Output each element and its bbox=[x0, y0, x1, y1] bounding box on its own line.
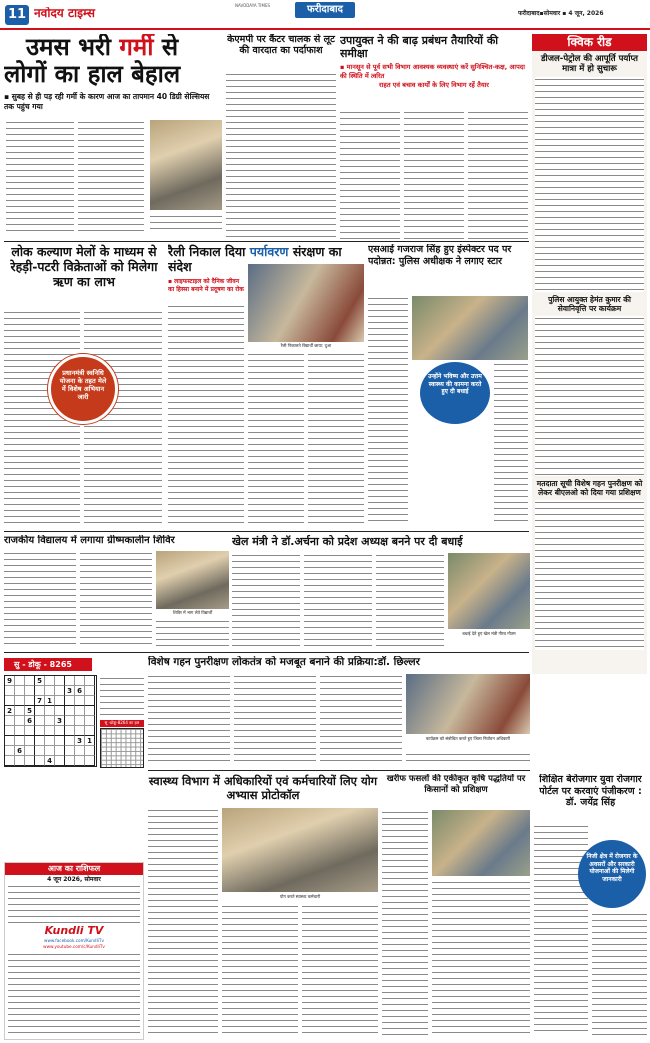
job-headline: शिक्षित बेरोजगार युवा रोजगार पोर्टल पर करवाएं पंजीकरण : डॉ. जयेंद्र सिंह bbox=[539, 774, 642, 808]
sudoku-cell bbox=[25, 696, 35, 706]
loot-story bbox=[226, 34, 336, 239]
sudoku-cell bbox=[45, 726, 55, 736]
sudoku-cell bbox=[55, 726, 65, 736]
facebook-link[interactable]: www.facebook.com/KundliTv bbox=[44, 938, 104, 943]
sudoku-cell: 2 bbox=[5, 706, 15, 716]
asi-callout: उन्होंने भविष्य और उत्तम स्वास्थ्य की कामना करते हुए दी बधाई bbox=[420, 362, 490, 424]
sudoku-cell: 9 bbox=[5, 676, 15, 686]
sudoku-cell bbox=[45, 686, 55, 696]
horoscope-body-1 bbox=[8, 884, 140, 924]
voter-story bbox=[148, 656, 530, 768]
sudoku-cell bbox=[25, 756, 35, 766]
rally-body-col2 bbox=[248, 352, 304, 526]
dateline: फरीदाबाद▪सोमवार ▪ 4 जून, 2026 bbox=[518, 10, 604, 17]
sudoku-cell bbox=[85, 746, 95, 756]
sudoku-cell bbox=[5, 756, 15, 766]
sudoku-panel bbox=[4, 658, 144, 858]
sudoku-grid bbox=[4, 675, 97, 767]
loot-body bbox=[226, 72, 336, 239]
voter-photo bbox=[406, 674, 530, 734]
flood-body-col1 bbox=[340, 110, 400, 239]
camp-headline: राजकीय विद्यालय में लगाया ग्रीष्मकालीन शिविर bbox=[4, 535, 175, 546]
quick-read-body-1 bbox=[535, 77, 644, 292]
horoscope-date: 4 जून 2026, सोमवार bbox=[47, 876, 101, 883]
sudoku-cell bbox=[35, 716, 45, 726]
lead-body-col3 bbox=[150, 214, 222, 234]
divider bbox=[148, 770, 530, 771]
sudoku-cell bbox=[35, 686, 45, 696]
flood-subhead-1: ▪ मानसून से पूर्व सभी विभाग आवश्यक व्यवस्थाएं करें सुनिश्चित-कक्ष, आपदा की स्थिति में त्वरित bbox=[340, 63, 525, 80]
edition-small: NAVODAYA TIMES bbox=[235, 3, 271, 8]
sudoku-cell: 6 bbox=[25, 716, 35, 726]
sudoku-cell bbox=[85, 676, 95, 686]
lead-headline-line2: लोगों का हाल बेहाल bbox=[4, 60, 181, 88]
sudoku-cell bbox=[45, 706, 55, 716]
sudoku-cell bbox=[55, 706, 65, 716]
kharif-story bbox=[382, 774, 530, 1040]
sudoku-cell bbox=[5, 736, 15, 746]
rally-body-col3 bbox=[308, 352, 364, 526]
sudoku-cell: 3 bbox=[55, 716, 65, 726]
sudoku-cell bbox=[75, 756, 85, 766]
lead-story bbox=[4, 34, 222, 234]
sudoku-cell bbox=[55, 756, 65, 766]
sudoku-cell bbox=[85, 686, 95, 696]
sudoku-cell bbox=[55, 686, 65, 696]
sudoku-cell bbox=[75, 706, 85, 716]
sudoku-cell bbox=[25, 686, 35, 696]
lead-headline: उमस भरी गर्मी से bbox=[26, 34, 179, 61]
flood-subhead-2: राहत एवं बचाव कार्यों के लिए विभाग रहें तैयार bbox=[379, 81, 489, 89]
rally-headline: रैली निकाल दिया पर्यावरण संरक्षण का संदेश bbox=[168, 244, 342, 274]
sudoku-cell bbox=[55, 746, 65, 756]
voter-training-headline: मतदाता सूची विशेष गहन पुनरीक्षण को लेकर बीएलओ को दिया गया प्रशिक्षण bbox=[536, 479, 643, 497]
sudoku-cell bbox=[5, 716, 15, 726]
sports-body-col1 bbox=[232, 553, 300, 649]
lead-subhead: ▪ सुबह से ही पड़ रही गर्मी के कारण आज का तापमान 40 डिग्री सेल्सियस तक पहुंच गया bbox=[4, 92, 210, 111]
flood-headline: उपायुक्त ने की बाढ़ प्रबंधन तैयारियों की समीक्षा bbox=[340, 34, 499, 60]
health-headline: स्वास्थ्य विभाग में अधिकारियों एवं कर्मचारियों लिए योग अभ्यास प्रोटोकॉल bbox=[148, 774, 378, 802]
sudoku-instructions bbox=[100, 676, 144, 716]
health-photo bbox=[222, 808, 378, 892]
sudoku-cell bbox=[5, 686, 15, 696]
sudoku-cell bbox=[15, 736, 25, 746]
kharif-photo bbox=[432, 810, 530, 876]
voter-headline: विशेष गहन पुनरीक्षण लोकतंत्र को मजबूत बनाने की प्रक्रिया:डॉ. छिल्लर bbox=[148, 656, 420, 668]
kharif-body-col1 bbox=[382, 810, 428, 1036]
sports-headline: खेल मंत्री ने डॉ.अर्चना को प्रदेश अध्यक्ष बनने पर दी बधाई bbox=[232, 535, 463, 548]
divider bbox=[4, 652, 529, 653]
job-story-block bbox=[534, 774, 647, 1040]
voter-body-col2 bbox=[234, 674, 316, 766]
fair-headline: लोक कल्याण मेलों के माध्यम से रेहड़ी-पटरी विक्रेताओं को मिलेगा ऋण का लाभ bbox=[10, 244, 158, 289]
sudoku-cell bbox=[65, 756, 75, 766]
fair-callout: प्रधानमंत्री स्वनिधि योजना के तहत मेले में विशेष अभियान जारी bbox=[48, 354, 118, 424]
sudoku-cell bbox=[35, 736, 45, 746]
horoscope-panel bbox=[4, 862, 144, 1040]
sudoku-cell bbox=[35, 706, 45, 716]
quick-read-headline: डीजल-पेट्रोल की आपूर्ति पर्याप्त मात्रा में हो सुचारू bbox=[540, 54, 638, 74]
sudoku-cell: 4 bbox=[45, 756, 55, 766]
sudoku-cell bbox=[45, 736, 55, 746]
sudoku-cell bbox=[15, 686, 25, 696]
sudoku-cell bbox=[65, 736, 75, 746]
sudoku-cell bbox=[45, 716, 55, 726]
police-headline: पुलिस आयुक्त हेमंत कुमार की सेवानिवृत्ति पर कार्यक्रम bbox=[548, 295, 631, 313]
sudoku-solution-label: सु -डोकू-8264 का हल bbox=[100, 720, 144, 727]
sudoku-cell bbox=[15, 676, 25, 686]
flood-story bbox=[340, 34, 528, 239]
sports-body-col3 bbox=[376, 553, 444, 649]
horoscope-title: आज का राशिफल bbox=[5, 863, 143, 875]
divider bbox=[4, 241, 529, 242]
lead-body-col2 bbox=[78, 120, 144, 234]
sudoku-cell bbox=[35, 746, 45, 756]
sudoku-label: सु - डोकू - 8265 bbox=[4, 658, 92, 671]
sudoku-cell bbox=[5, 746, 15, 756]
sudoku-cell bbox=[15, 706, 25, 716]
sudoku-cell bbox=[85, 706, 95, 716]
masthead bbox=[0, 0, 650, 30]
kundli-logo: Kundli TV bbox=[44, 924, 104, 937]
sudoku-cell: 5 bbox=[35, 676, 45, 686]
sudoku-cell: 6 bbox=[75, 686, 85, 696]
fair-story bbox=[4, 244, 164, 529]
sudoku-cell bbox=[15, 696, 25, 706]
sudoku-cell bbox=[85, 716, 95, 726]
sudoku-cell: 3 bbox=[75, 736, 85, 746]
asi-headline: एसआई गजराज सिंह हुए इंस्पेक्टर पद पर पदोन्नत: पुलिस अधीक्षक ने लगाए स्टार bbox=[368, 244, 512, 267]
sudoku-cell bbox=[65, 716, 75, 726]
sports-caption: बधाई देते हुए खेल मंत्री गौरव गौतम bbox=[462, 631, 516, 636]
sudoku-cell bbox=[85, 696, 95, 706]
flood-body-col2 bbox=[404, 110, 464, 239]
sudoku-cell: 1 bbox=[45, 696, 55, 706]
sudoku-cell bbox=[15, 716, 25, 726]
sports-story bbox=[232, 535, 530, 650]
asi-body-right bbox=[494, 362, 528, 526]
sudoku-cell bbox=[85, 756, 95, 766]
loot-headline: केएमपी पर कैंटर चालक से लूट की वारदात का पर्दाफाश bbox=[227, 34, 335, 56]
sudoku-cell: 5 bbox=[25, 706, 35, 716]
sudoku-cell bbox=[45, 676, 55, 686]
asi-story bbox=[368, 244, 528, 529]
sudoku-cell bbox=[25, 736, 35, 746]
sudoku-cell bbox=[85, 726, 95, 736]
camp-story bbox=[4, 535, 229, 650]
voter-caption: कार्यक्रम को संबोधित करते हुए जिला निर्वाचन अधिकारी bbox=[425, 736, 511, 741]
quick-read-body-2 bbox=[535, 316, 644, 476]
sudoku-cell bbox=[15, 726, 25, 736]
camp-caption: शिविर में भाग लेते विद्यार्थी bbox=[172, 610, 213, 615]
health-body-col2 bbox=[222, 904, 298, 1036]
section-tab: फरीदाबाद bbox=[295, 2, 355, 18]
sports-photo bbox=[448, 553, 530, 629]
flood-body-col3 bbox=[468, 110, 528, 239]
paper-name: नवोदय टाइम्स bbox=[34, 7, 96, 20]
sudoku-cell bbox=[75, 716, 85, 726]
quick-read-body-3 bbox=[535, 500, 644, 650]
sudoku-cell: 1 bbox=[85, 736, 95, 746]
rally-caption: रैली निकालते विद्यार्थी छाया: दुआ bbox=[280, 343, 332, 348]
sudoku-cell bbox=[65, 676, 75, 686]
voter-body-col3 bbox=[320, 674, 402, 766]
quick-read-label: क्विक रीड bbox=[532, 34, 647, 51]
rally-body-left bbox=[168, 304, 244, 526]
sports-body-col2 bbox=[304, 553, 372, 649]
sudoku-cell bbox=[55, 696, 65, 706]
sudoku-cell bbox=[25, 676, 35, 686]
sudoku-cell: 3 bbox=[65, 686, 75, 696]
sudoku-cell bbox=[45, 746, 55, 756]
lead-body-col1 bbox=[6, 120, 74, 234]
sudoku-cell bbox=[5, 726, 15, 736]
job-body-col2 bbox=[592, 912, 647, 1036]
sudoku-cell bbox=[5, 696, 15, 706]
sudoku-cell bbox=[25, 726, 35, 736]
voter-body-col4 bbox=[406, 752, 530, 766]
page-number-badge: 11 bbox=[5, 5, 29, 25]
camp-photo bbox=[156, 551, 229, 609]
job-callout: निजी क्षेत्र में रोजगार के अवसरों और सरकारी योजनाओं की मिलेगी जानकारी bbox=[578, 840, 646, 908]
kharif-body-col2 bbox=[432, 880, 530, 1036]
sudoku-cell bbox=[65, 706, 75, 716]
health-body-col1 bbox=[148, 808, 218, 1036]
sudoku-cell bbox=[15, 756, 25, 766]
sudoku-cell: 7 bbox=[35, 696, 45, 706]
lead-photo bbox=[150, 120, 222, 210]
sudoku-cell bbox=[65, 726, 75, 736]
sudoku-cell bbox=[35, 726, 45, 736]
sudoku-cell bbox=[75, 746, 85, 756]
sudoku-cell bbox=[65, 746, 75, 756]
camp-body-col2 bbox=[80, 551, 152, 649]
sudoku-cell bbox=[75, 696, 85, 706]
asi-photo bbox=[412, 296, 528, 360]
sudoku-cell bbox=[75, 676, 85, 686]
divider bbox=[4, 531, 529, 532]
voter-body-col1 bbox=[148, 674, 230, 766]
sudoku-cell bbox=[55, 736, 65, 746]
rally-story bbox=[168, 244, 364, 529]
health-story bbox=[148, 774, 378, 1040]
rally-photo bbox=[248, 264, 364, 342]
asi-body-left bbox=[368, 296, 408, 526]
rally-subhead: ▪ लाइफस्टाइल को दैनिक जीवन का हिस्सा बनाने में प्रदूषण का रोक bbox=[168, 278, 244, 293]
sudoku-solution-grid bbox=[100, 728, 144, 768]
sudoku-cell: 6 bbox=[15, 746, 25, 756]
camp-body-col1 bbox=[4, 551, 76, 649]
job-body-col1 bbox=[534, 824, 588, 1036]
sudoku-cell bbox=[35, 756, 45, 766]
sudoku-cell bbox=[25, 746, 35, 756]
sudoku-cell bbox=[55, 676, 65, 686]
horoscope-body-2 bbox=[8, 952, 140, 1034]
youtube-link[interactable]: www.youtube.com/c/KundliTv bbox=[43, 944, 105, 949]
sudoku-cell bbox=[75, 726, 85, 736]
sudoku-cell bbox=[65, 696, 75, 706]
kharif-headline: खरीफ फसलों की एकीकृत कृषि पद्धतियों पर किसानों को प्रशिक्षण bbox=[386, 774, 526, 795]
health-body-col3 bbox=[302, 904, 378, 1036]
camp-body-col3 bbox=[156, 619, 229, 649]
quick-read-column bbox=[532, 34, 647, 674]
health-caption: योग करते स्वास्थ्य कर्मचारी bbox=[279, 894, 321, 899]
